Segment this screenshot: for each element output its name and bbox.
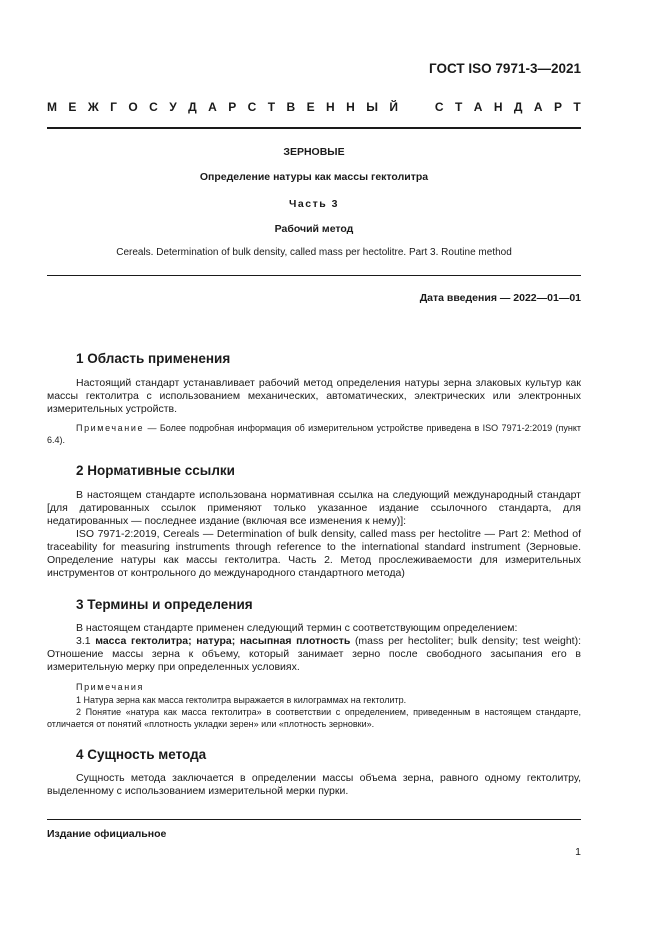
term-definition: [47, 635, 581, 674]
section-2-paragraph-1: В настоящем стандарте использована нормативная ссылка на следующий международный стандарт [для датированных ссылок применяют только указанное издание ссылочного стандарта, для недатированных — последнее издание (включая все изменения к нему)]:: [47, 489, 581, 527]
term-number: 3.1: [76, 635, 96, 647]
heading-letter: Т: [267, 100, 276, 114]
heading-letter: Р: [228, 100, 237, 114]
heading-letter: Т: [573, 100, 581, 114]
document-method: Рабочий метод: [274, 223, 354, 235]
heading-letter: У: [169, 100, 177, 114]
heading-letter: Р: [553, 100, 562, 114]
heading-letter: В: [286, 100, 296, 114]
footer-rule: [47, 819, 581, 820]
heading-letter: Й: [389, 100, 399, 114]
heading-letter: Е: [68, 100, 77, 114]
section-3-paragraph: В настоящем стандарте применен следующий термин с соответствующим определением:: [76, 622, 518, 634]
section-1-title: 1 Область применения: [76, 351, 231, 366]
heading-letter: С: [247, 100, 257, 114]
title-rule: [47, 275, 581, 276]
heading-letter: Г: [110, 100, 117, 114]
section-3-title: 3 Термины и определения: [76, 597, 253, 612]
heading-letter: Т: [454, 100, 463, 114]
header-rule: [47, 127, 581, 129]
heading-letter: С: [149, 100, 158, 114]
heading-letter: М: [47, 100, 57, 114]
heading-letter: Д: [513, 100, 523, 114]
heading-letter: Д: [188, 100, 197, 114]
section-4-paragraph: Сущность метода заключается в определении массы объема зерна, равного одному гектолитру, выделенному с использованием измерительной мерки пурки.: [47, 772, 581, 797]
heading-letter: О: [128, 100, 138, 114]
page-number: 1: [575, 846, 581, 858]
heading-letter: Ж: [87, 100, 99, 114]
heading-letter: Н: [346, 100, 355, 114]
document-part: Часть 3: [289, 198, 339, 210]
introduction-date: Дата введения — 2022—01—01: [419, 292, 581, 304]
notes-heading: Примечания: [76, 682, 144, 692]
document-code: ГОСТ ISO 7971-3—2021: [429, 61, 581, 76]
term-description: (mass per hectoliter; bulk density; test weight): Отношение массы зерна к объему, который занимает зерно после свободного засыпания его в измерительную мерку при определенных условиях.: [47, 635, 582, 673]
heading-letter: Е: [306, 100, 315, 114]
section-1-note: [47, 422, 581, 446]
note-2: 2 Понятие «натура как масса гектолитра» в соответствии с определением, приведенным в настоящем стандарте, отличается от понятий «плотность укладки зерен» или «плотность зерновки».: [47, 707, 581, 729]
english-title: Cereals. Determination of bulk density, called mass per hectolitre. Part 3. Routine method: [116, 247, 512, 258]
section-1-paragraph: Настоящий стандарт устанавливает рабочий метод определения натуры зерна злаковых культур как массы гектолитра с использованием механических, автоматических, электрических или электронных измерительных устройств.: [47, 377, 581, 415]
heading-letter: Н: [326, 100, 335, 114]
heading-letter: Ы: [366, 100, 378, 114]
term-name: масса гектолитра; натура; насыпная плотность: [95, 635, 351, 647]
heading-letter: А: [473, 100, 483, 114]
note-1: 1 Натура зерна как масса гектолитра выражается в килограммах на гектолитр.: [76, 695, 407, 705]
heading-letter: А: [208, 100, 217, 114]
section-4-title: 4 Сущность метода: [76, 747, 207, 762]
note-text: — Более подробная информация об измерительном устройстве приведена в ISO 7971-2:2019 (пункт 6.4).: [47, 423, 581, 445]
official-edition-label: Издание официальное: [47, 828, 167, 840]
document-title: ЗЕРНОВЫЕ: [283, 146, 345, 158]
heading-letter: С: [434, 100, 444, 114]
heading-letter: Н: [493, 100, 503, 114]
heading-letter: А: [533, 100, 543, 114]
note-label: Примечание: [76, 423, 145, 433]
document-subtitle: Определение натуры как массы гектолитра: [199, 171, 429, 183]
standard-type-heading: [47, 100, 581, 114]
section-2-title: 2 Нормативные ссылки: [76, 463, 235, 478]
section-2-paragraph-2: ISO 7971-2:2019, Cereals — Determination of bulk density, called mass per hectolitre — Part 2: Method of traceability for measuring instruments through reference to the international standard instrument (Зерновые. Определение натуры как массы гектолитра. Часть 2. Метод прослеживаемости для измерительных инструментов от контрольного до международного стандартного метода): [47, 528, 581, 579]
